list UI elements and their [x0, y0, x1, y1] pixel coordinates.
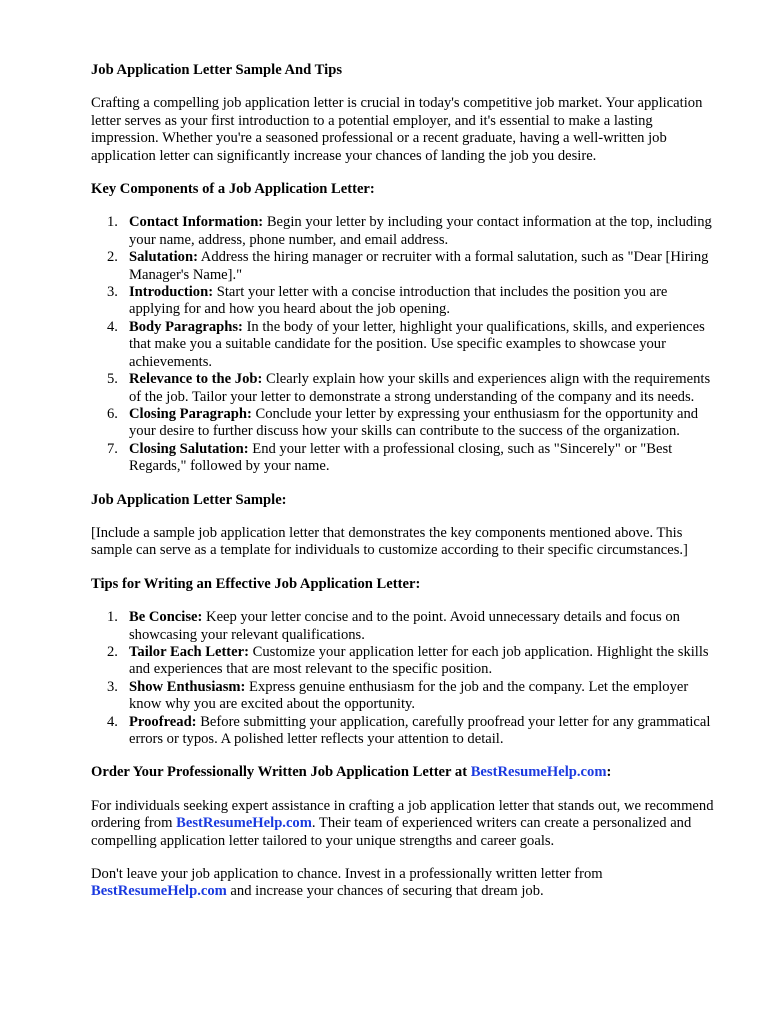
closing-paragraph: Don't leave your job application to chance. Invest in a professionally written letter from BestResumeHelp.com and increase your chances of securing that dream job. [91, 866, 603, 900]
bestresumehelp-link[interactable]: BestResumeHelp.com [470, 764, 607, 781]
sample-paragraph: [Include a sample job application letter that demonstrates the key components mentioned above. This sample can serve as a template for individuals to customize according to their specific circumstances.] [91, 524, 688, 559]
sample-heading: Job Application Letter Sample: [91, 491, 287, 508]
bestresumehelp-link[interactable]: BestResumeHelp.com [91, 883, 227, 900]
components-list [91, 214, 721, 475]
list-item: 2. Tailor Each Letter: Customize your application letter for each job application. Highlight the skills and experiences that are most relevant to the specific position. [107, 643, 709, 678]
order-heading: Order Your Professionally Written Job Application Letter at BestResumeHelp.com: [91, 764, 612, 781]
list-item: 5. Relevance to the Job: Clearly explain how your skills and experiences align with the requirements of the job. Tailor your letter to demonstrate a strong understanding of the company and its needs. [107, 371, 711, 405]
page-title: Job Application Letter Sample And Tips [91, 62, 342, 78]
list-item: 4. Body Paragraphs: In the body of your letter, highlight your qualifications, skills, and experiences that make you a suitable candidate for the position. Use specific examples to showcase your achievements. [107, 318, 705, 370]
tips-list [91, 609, 721, 748]
list-item: 7. Closing Salutation: End your letter with a professional closing, such as "Sincerely" or "Best Regards," followed by your name. [107, 440, 673, 475]
components-heading: Key Components of a Job Application Letter: [91, 181, 375, 198]
document-page [91, 58, 721, 901]
list-item: 3. Introduction: Start your letter with a concise introduction that includes the position you are applying for and how you heard about the job opening. [107, 284, 668, 318]
tips-heading: Tips for Writing an Effective Job Application Letter: [91, 575, 421, 592]
list-item: 4. Proofread: Before submitting your application, carefully proofread your letter for any grammatical errors or typos. A polished letter reflects your attention to detail. [107, 713, 711, 747]
list-item: 3. Show Enthusiasm: Express genuine enthusiasm for the job and the company. Let the employer know why you are excited about the opportunity. [107, 678, 689, 713]
list-item: 1. Contact Information: Begin your letter by including your contact information at the top, including your name, address, phone number, and email address. [107, 214, 712, 248]
list-item: 1. Be Concise: Keep your letter concise and to the point. Avoid unnecessary details and focus on showcasing your relevant qualifications. [107, 609, 680, 643]
bestresumehelp-link[interactable]: BestResumeHelp.com [176, 815, 312, 832]
order-paragraph: For individuals seeking expert assistance in crafting a job application letter that stands out, we recommend ordering from BestResumeHelp.com. Their team of experienced writers can create a personalized and compelling application letter tailored to your unique strengths and career goals. [91, 797, 714, 849]
list-item: 6. Closing Paragraph: Conclude your letter by expressing your enthusiasm for the opportunity and your desire to further discuss how your skills can contribute to the success of the organization. [107, 405, 699, 440]
list-item: 2. Salutation: Address the hiring manager or recruiter with a formal salutation, such as "Dear [Hiring Manager's Name]." [107, 249, 709, 283]
intro-paragraph: Crafting a compelling job application letter is crucial in today's competitive job market. Your application letter serves as your first introduction to a potential employer, and it's essential to make a lasting impression. Whether you're a seasoned professional or a recent graduate, having a well-written job application letter can significantly increase your chances of landing the job you desire. [91, 95, 703, 164]
